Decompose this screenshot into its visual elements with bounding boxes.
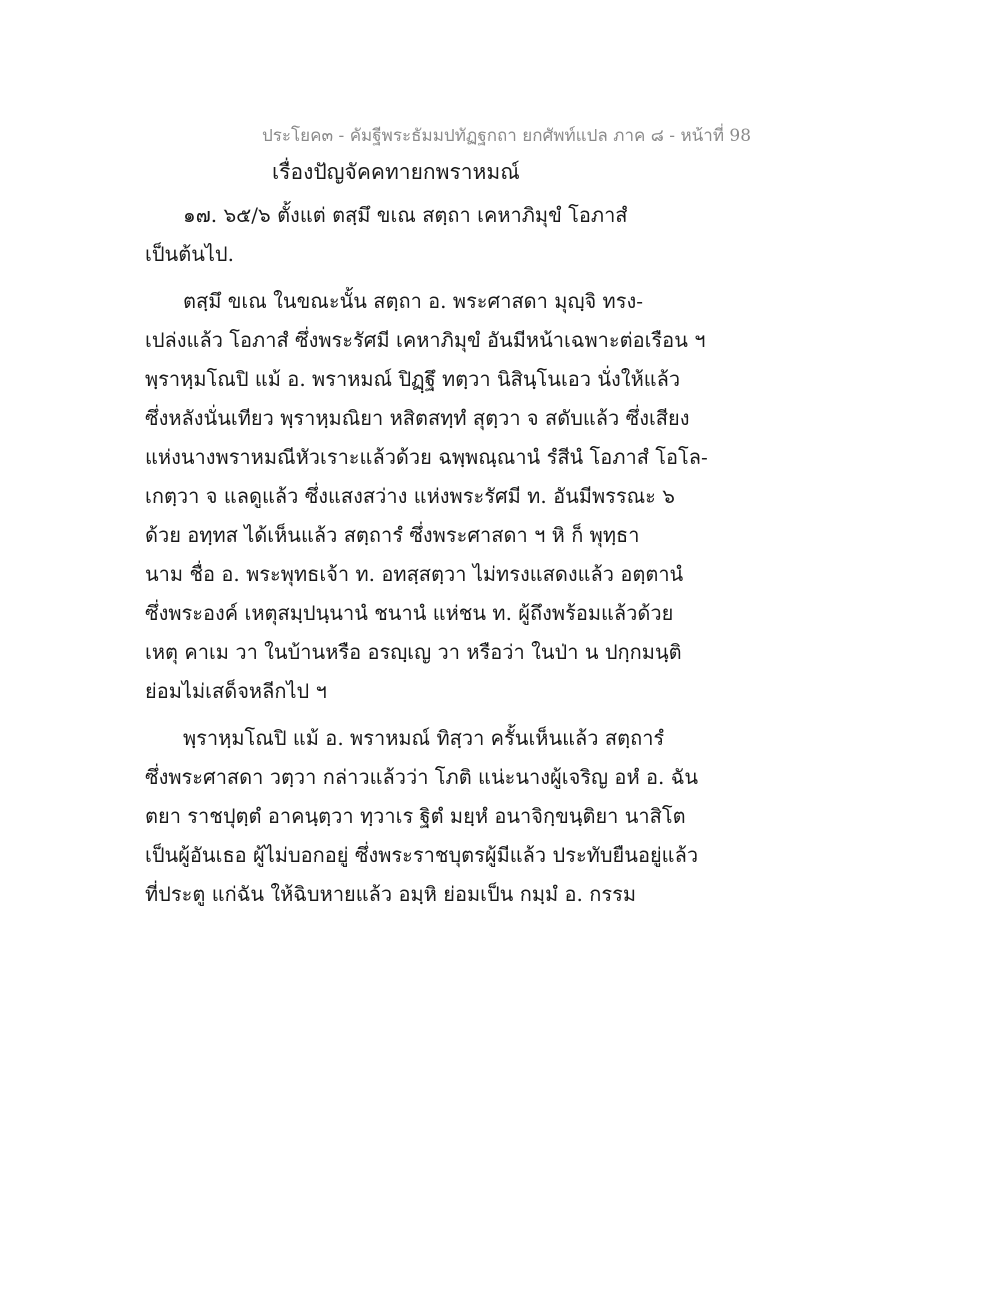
text-line: เหตุ คาเม วา ในบ้านหรือ อรญฺเญ วา หรือว่า ในป่า น ปกฺกมนฺติ: [145, 640, 682, 664]
text-line: ที่ประตู แก่ฉัน ให้ฉิบหายแล้ว อมฺหิ ย่อมเป็น กมฺมํ อ. กรรม: [145, 882, 637, 906]
body-text: [145, 196, 708, 914]
text-line: ๑๗. ๖๕/๖ ตั้งแต่ ตสฺมึ ขเณ สตฺถา เคหาภิมุขํ โอภาสํ: [183, 203, 628, 227]
paragraph: [145, 196, 690, 274]
text-line: พฺราหฺมโณปิ แม้ อ. พราหมณ์ ทิสฺวา ครั้นเห็นแล้ว สตฺถารํ: [183, 726, 665, 750]
text-line: แห่งนางพราหมณีหัวเราะแล้วด้วย ฉพฺพณฺณานํ รํสีนํ โอภาสํ โอโล-: [145, 445, 708, 469]
paragraph: [145, 719, 699, 914]
text-line: นาม ชื่อ อ. พระพุทธเจ้า ท. อทสฺสตฺวา ไม่ทรงแสดงแล้ว อตฺตานํ: [145, 562, 684, 586]
text-line: เป็นต้นไป.: [145, 242, 234, 266]
text-line: ซึ่งพระศาสดา วตฺวา กล่าวแล้วว่า โภติ แน่ะนางผู้เจริญ อหํ อ. ฉัน: [145, 765, 699, 789]
text-line: เกตฺวา จ แลดูแล้ว ซึ่งแสงสว่าง แห่งพระรัศมี ท. อันมีพรรณะ ๖: [145, 484, 675, 508]
running-header: ประโยค๓ - คัมฐีพระธัมมปทัฏฐกถา ยกศัพท์แปล ภาค ๘ - หน้าที่ 98: [262, 126, 752, 146]
story-title: เรื่องปัญจัคคทายกพราหมณ์: [272, 160, 520, 184]
text-line: ซึ่งหลังนั่นเทียว พฺราหฺมณิยา หสิตสทฺทํ สุตฺวา จ สดับแล้ว ซึ่งเสียง: [145, 406, 690, 430]
text-line: เป็นผู้อันเธอ ผู้ไม่บอกอยู่ ซึ่งพระราชบุตรผู้มีแล้ว ประทับยืนอยู่แล้ว: [145, 843, 699, 867]
text-line: ตยา ราชปุตฺตํ อาคนฺตฺวา ทฺวาเร ฐิตํ มยฺหํ อนาจิกฺขนฺติยา นาสิโต: [145, 804, 686, 828]
text-line: ด้วย อทฺทส ได้เห็นแล้ว สตฺถารํ ซึ่งพระศาสดา ฯ หิ ก็ พุทฺธา: [145, 523, 640, 547]
text-line: เปล่งแล้ว โอภาสํ ซึ่งพระรัศมี เคหาภิมุขํ อันมีหน้าเฉพาะต่อเรือน ฯ: [145, 328, 706, 352]
paragraph: [145, 282, 708, 711]
text-line: พฺราหฺมโณปิ แม้ อ. พราหมณ์ ปิฏฺฐึ ทตฺวา นิสินฺโนเอว นั่งให้แล้ว: [145, 367, 681, 391]
text-line: ตสฺมึ ขเณ ในขณะนั้น สตฺถา อ. พระศาสดา มุญฺจิ ทรง-: [183, 289, 644, 313]
text-line: ย่อมไม่เสด็จหลีกไป ฯ: [145, 679, 327, 703]
text-line: ซึ่งพระองค์ เหตุสมฺปนฺนานํ ชนานํ แห่ชน ท. ผู้ถึงพร้อมแล้วด้วย: [145, 601, 674, 625]
